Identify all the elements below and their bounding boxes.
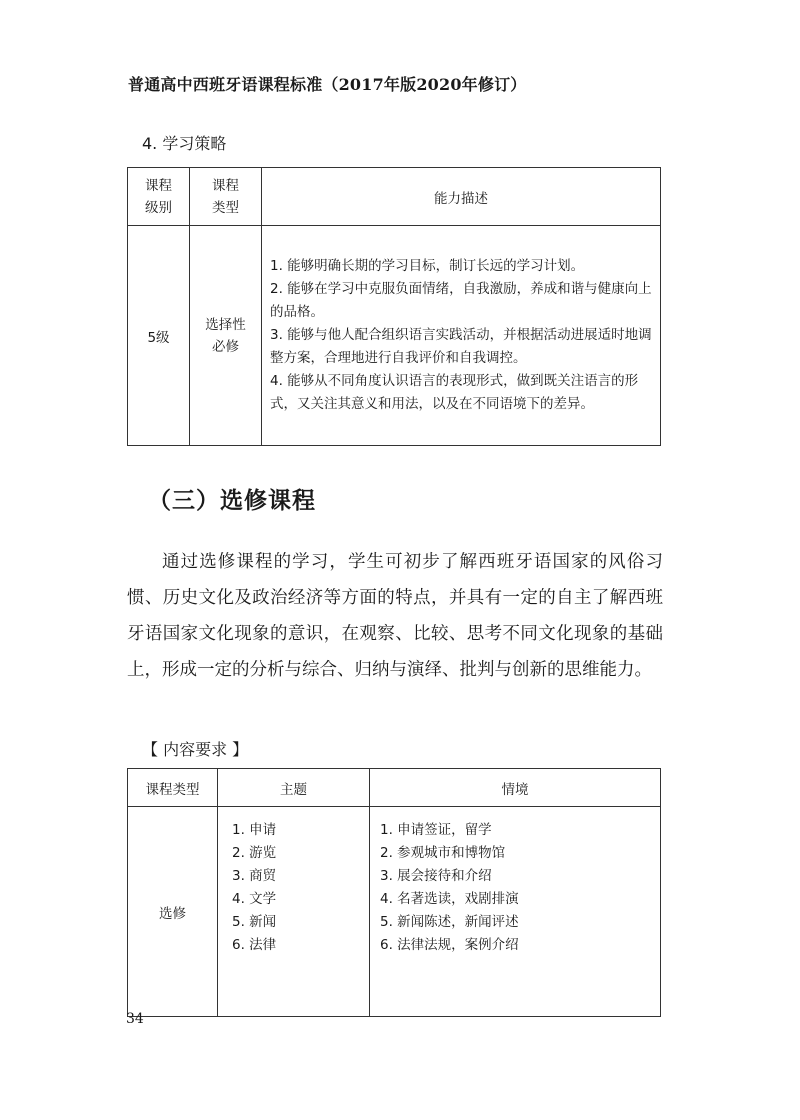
header-course-type-line2: 类型 <box>212 199 239 216</box>
theme-item: 3. 商贸 <box>232 868 277 884</box>
header-course-level-line1: 课程 <box>145 177 172 194</box>
strategy-table-row <box>128 226 661 446</box>
content-table-row <box>128 807 661 1017</box>
cell-contexts <box>370 807 661 1017</box>
strategy-table-header-row <box>128 168 661 226</box>
header-ability-description: 能力描述 <box>262 168 661 226</box>
running-head: 普通高中西班牙语课程标准（2017年版2020年修订） <box>128 75 527 94</box>
section-heading-electives: （三）选修课程 <box>148 488 316 514</box>
cell-type-line1: 选择性 <box>205 316 246 333</box>
theme-item: 1. 申请 <box>232 822 277 838</box>
context-item: 5. 新闻陈述，新闻评述 <box>380 914 519 930</box>
context-item: 4. 名著选读，戏剧排演 <box>380 891 519 907</box>
context-item: 6. 法律法规，案例介绍 <box>380 937 519 953</box>
cell-course-type: 选修 <box>128 807 218 1017</box>
sub-heading-learning-strategy: 4. 学习策略 <box>142 134 227 153</box>
header-course-type <box>190 168 262 226</box>
theme-item: 5. 新闻 <box>232 914 277 930</box>
context-item: 2. 参观城市和博物馆 <box>380 845 506 861</box>
description-item: 2. 能够在学习中克服负面情绪，自我激励，养成和谐与健康向上的品格。 <box>270 281 652 320</box>
theme-item: 2. 游览 <box>232 845 277 861</box>
description-item: 4. 能够从不同角度认识语言的表现形式，做到既关注语言的形式，又关注其意义和用法，以及在不同语境下的差异。 <box>270 373 639 412</box>
cell-themes <box>218 807 370 1017</box>
cell-level: 5级 <box>128 226 190 446</box>
strategy-table <box>127 167 661 446</box>
cell-description <box>262 226 661 446</box>
context-item: 3. 展会接待和介绍 <box>380 868 492 884</box>
header-course-type-line1: 课程 <box>212 177 239 194</box>
context-item: 1. 申请签证，留学 <box>380 822 492 838</box>
header-course-level-line2: 级别 <box>145 199 172 216</box>
body-paragraph: 通过选修课程的学习，学生可初步了解西班牙语国家的风俗习惯、历史文化及政治经济等方面的特点，并具有一定的自主了解西班牙语国家文化现象的意识，在观察、比较、思考不同文化现象的基础上，形成一定的分析与综合、归纳与演绎、批判与创新的思维能力。 <box>127 552 663 680</box>
cell-type-line2: 必修 <box>212 338 239 355</box>
description-item: 1. 能够明确长期的学习目标，制订长远的学习计划。 <box>270 258 585 274</box>
content-table <box>127 768 661 1017</box>
header-context: 情境 <box>370 769 661 807</box>
cell-type <box>190 226 262 446</box>
page-number: 34 <box>126 1011 144 1027</box>
header-theme: 主题 <box>218 769 370 807</box>
theme-item: 6. 法律 <box>232 937 277 953</box>
description-item: 3. 能够与他人配合组织语言实践活动，并根据活动进展适时地调整方案，合理地进行自我评价和自我调控。 <box>270 327 652 366</box>
header-course-type: 课程类型 <box>128 769 218 807</box>
content-requirements-heading: 【 内容要求 】 <box>142 740 249 759</box>
theme-item: 4. 文学 <box>232 891 277 907</box>
content-table-header-row <box>128 769 661 807</box>
header-course-level <box>128 168 190 226</box>
